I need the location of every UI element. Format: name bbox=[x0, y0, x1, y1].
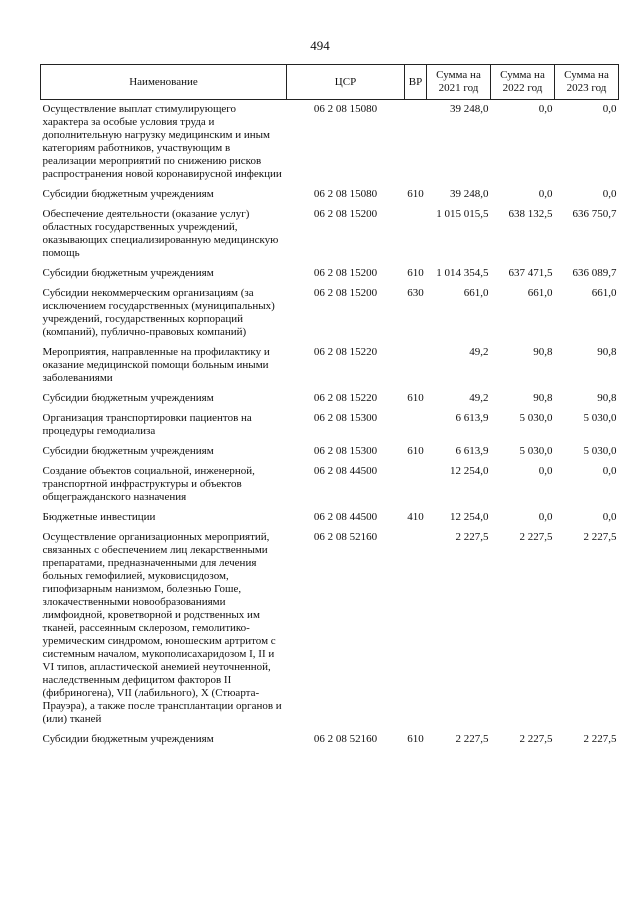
cell-sum-2021: 49,2 bbox=[469, 392, 489, 404]
table-row bbox=[41, 100, 619, 189]
table-row bbox=[41, 267, 619, 287]
table-row bbox=[41, 511, 619, 531]
cell-name: Субсидии бюджетным учреждениям bbox=[42, 392, 214, 404]
cell-vr: 610 bbox=[407, 733, 424, 745]
cell-sum-2023: 0,0 bbox=[602, 103, 617, 115]
cell-sum-2022: 661,0 bbox=[527, 287, 553, 299]
cell-sum-2023: 636 750,7 bbox=[572, 208, 617, 220]
cell-csr: 06 2 08 15220 bbox=[313, 392, 378, 404]
cell-sum-2021: 39 248,0 bbox=[450, 188, 489, 200]
cell-name: Субсидии бюджетным учреждениям bbox=[42, 445, 214, 457]
cell-name: Осуществление организационных мероприятий, связанных с обеспечением лиц лекарственными препаратами, предназначенными для лечения больных гемофилией, муковисцидозом, гипофизарным нанизмом, болезнью Гоше, злокачественными новообразованиями лимфоидной, кроветворной и родственных им тканей, рассеянным склерозом, гемолитико-уремическим синдромом, юношеским артритом с системным началом, мукополисахаридозом I, II и VI типов, апластической анемией неуточненной, наследственным дефицитом факторов II (фибриногена), VII (лабильного), X (Стюарта-Прауэра), а также после трансплантации органов и (или) тканей bbox=[42, 531, 282, 725]
cell-sum-2021: 1 014 354,5 bbox=[436, 267, 489, 279]
cell-csr: 06 2 08 52160 bbox=[313, 531, 378, 543]
cell-sum-2022: 0,0 bbox=[538, 188, 553, 200]
cell-csr: 06 2 08 15200 bbox=[313, 267, 378, 279]
cell-sum-2023: 5 030,0 bbox=[583, 412, 617, 424]
cell-sum-2022: 2 227,5 bbox=[519, 733, 553, 745]
table-row bbox=[41, 733, 619, 753]
table-row bbox=[41, 445, 619, 465]
cell-vr bbox=[405, 208, 427, 267]
cell-name: Организация транспортировки пациентов на процедуры гемодиализа bbox=[42, 412, 252, 437]
table-row bbox=[41, 346, 619, 392]
cell-sum-2023: 90,8 bbox=[597, 346, 617, 358]
cell-vr: 410 bbox=[407, 511, 424, 523]
cell-sum-2021: 12 254,0 bbox=[450, 511, 489, 523]
table-row bbox=[41, 412, 619, 445]
cell-sum-2022: 90,8 bbox=[533, 392, 553, 404]
cell-sum-2022: 5 030,0 bbox=[519, 412, 553, 424]
table-row bbox=[41, 287, 619, 346]
table-row bbox=[41, 465, 619, 511]
cell-name: Мероприятия, направленные на профилактику и оказание медицинской помощи больным иными заболеваниями bbox=[42, 346, 270, 384]
cell-vr: 610 bbox=[407, 392, 424, 404]
cell-name: Осуществление выплат стимулирующего характера за особые условия труда и дополнительную нагрузку медицинским и иным категориям работников, участвующим в реализации мероприятий по снижению рисков распространения новой коронавирусной инфекции bbox=[42, 103, 282, 180]
cell-sum-2021: 2 227,5 bbox=[455, 733, 489, 745]
header-name: Наименование bbox=[41, 65, 287, 100]
cell-vr bbox=[405, 412, 427, 445]
cell-sum-2023: 2 227,5 bbox=[583, 531, 617, 543]
cell-csr: 06 2 08 44500 bbox=[313, 511, 378, 523]
cell-sum-2023: 0,0 bbox=[602, 188, 617, 200]
cell-sum-2023: 2 227,5 bbox=[583, 733, 617, 745]
cell-sum-2021: 661,0 bbox=[463, 287, 489, 299]
cell-sum-2021: 49,2 bbox=[469, 346, 489, 358]
cell-sum-2022: 0,0 bbox=[538, 103, 553, 115]
page-number: 494 bbox=[310, 38, 330, 53]
cell-csr: 06 2 08 15080 bbox=[313, 188, 378, 200]
cell-sum-2022: 90,8 bbox=[533, 346, 553, 358]
cell-vr bbox=[405, 465, 427, 511]
cell-sum-2022: 637 471,5 bbox=[508, 267, 553, 279]
cell-sum-2021: 6 613,9 bbox=[455, 445, 489, 457]
cell-vr bbox=[405, 531, 427, 733]
table-row bbox=[41, 208, 619, 267]
cell-vr: 630 bbox=[407, 287, 424, 299]
table-row bbox=[41, 188, 619, 208]
cell-sum-2023: 636 089,7 bbox=[572, 267, 617, 279]
cell-sum-2021: 1 015 015,5 bbox=[436, 208, 489, 220]
cell-sum-2022: 5 030,0 bbox=[519, 445, 553, 457]
cell-csr: 06 2 08 15300 bbox=[313, 412, 378, 424]
cell-vr bbox=[405, 100, 427, 189]
cell-sum-2021: 12 254,0 bbox=[450, 465, 489, 477]
cell-csr: 06 2 08 15200 bbox=[313, 287, 378, 299]
cell-name: Субсидии бюджетным учреждениям bbox=[42, 188, 214, 200]
cell-csr: 06 2 08 15080 bbox=[313, 103, 378, 115]
cell-sum-2022: 2 227,5 bbox=[519, 531, 553, 543]
cell-vr: 610 bbox=[407, 445, 424, 457]
cell-vr: 610 bbox=[407, 188, 424, 200]
cell-name: Субсидии бюджетным учреждениям bbox=[42, 733, 214, 745]
cell-sum-2023: 661,0 bbox=[591, 287, 617, 299]
cell-name: Обеспечение деятельности (оказание услуг) областных государственных учреждений, оказывающих специализированную медицинскую помощь bbox=[42, 208, 279, 259]
cell-csr: 06 2 08 15300 bbox=[313, 445, 378, 457]
cell-sum-2022: 0,0 bbox=[538, 465, 553, 477]
cell-name: Создание объектов социальной, инженерной, транспортной инфраструктуры и объектов общегражданского назначения bbox=[42, 465, 255, 503]
table-header bbox=[41, 65, 619, 100]
header-sum-2023: Сумма на 2023 год bbox=[555, 65, 619, 100]
table-row bbox=[41, 392, 619, 412]
cell-sum-2022: 638 132,5 bbox=[508, 208, 553, 220]
cell-sum-2021: 6 613,9 bbox=[455, 412, 489, 424]
cell-sum-2021: 39 248,0 bbox=[450, 103, 489, 115]
cell-sum-2023: 5 030,0 bbox=[583, 445, 617, 457]
budget-table bbox=[40, 64, 619, 753]
cell-name: Субсидии бюджетным учреждениям bbox=[42, 267, 214, 279]
cell-name: Субсидии некоммерческим организациям (за исключением государственных (муниципальных) учреждений, государственных корпораций (компаний), публично-правовых компаний) bbox=[42, 287, 275, 338]
cell-sum-2022: 0,0 bbox=[538, 511, 553, 523]
table-body bbox=[41, 100, 619, 754]
cell-sum-2023: 90,8 bbox=[597, 392, 617, 404]
header-vr: ВР bbox=[405, 65, 427, 100]
cell-csr: 06 2 08 15200 bbox=[313, 208, 378, 220]
cell-csr: 06 2 08 52160 bbox=[313, 733, 378, 745]
header-sum-2021: Сумма на 2021 год bbox=[427, 65, 491, 100]
cell-csr: 06 2 08 15220 bbox=[313, 346, 378, 358]
header-sum-2022: Сумма на 2022 год bbox=[491, 65, 555, 100]
table-row bbox=[41, 531, 619, 733]
cell-vr: 610 bbox=[407, 267, 424, 279]
cell-csr: 06 2 08 44500 bbox=[313, 465, 378, 477]
cell-vr bbox=[405, 346, 427, 392]
cell-sum-2021: 2 227,5 bbox=[455, 531, 489, 543]
header-csr: ЦСР bbox=[287, 65, 405, 100]
cell-sum-2023: 0,0 bbox=[602, 511, 617, 523]
cell-sum-2023: 0,0 bbox=[602, 465, 617, 477]
cell-name: Бюджетные инвестиции bbox=[42, 511, 156, 523]
